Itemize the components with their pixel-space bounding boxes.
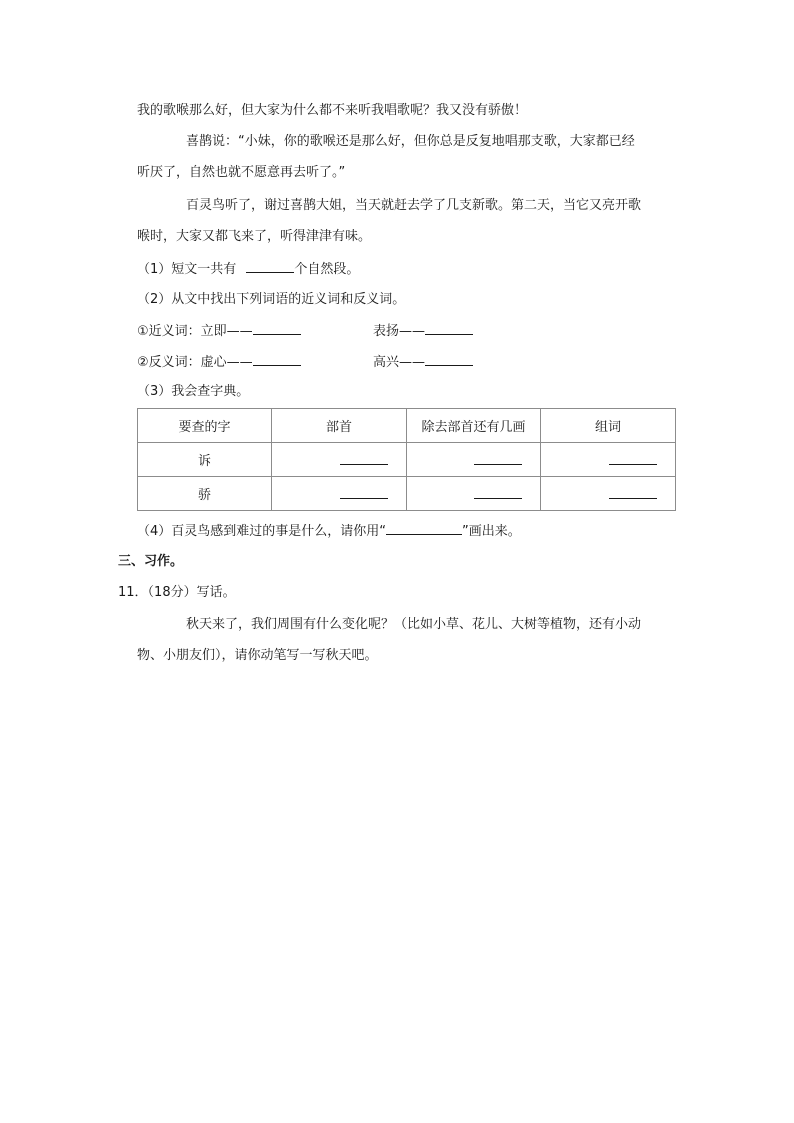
passage-line: 听厌了，自然也就不愿意再去听了。” bbox=[137, 165, 346, 180]
answer-blank[interactable] bbox=[425, 351, 473, 366]
table-cell-radical bbox=[272, 477, 407, 511]
table-cell-strokes bbox=[407, 477, 541, 511]
question-11-label: 11．（18分）写话。 bbox=[118, 585, 236, 600]
answer-blank[interactable] bbox=[253, 320, 301, 335]
answer-blank[interactable] bbox=[474, 484, 522, 499]
passage-line: 喜鹊说：“小妹，你的歌喉还是那么好，但你总是反复地唱那支歌，大家都已经 bbox=[186, 134, 635, 149]
table-header-cell: 除去部首还有几画 bbox=[407, 409, 541, 443]
table-cell-radical bbox=[272, 443, 407, 477]
antonym-row bbox=[137, 351, 301, 373]
question-2: （2）从文中找出下列词语的近义词和反义词。 bbox=[137, 292, 406, 307]
question-4-prefix: （4）百灵鸟感到难过的事是什么，请你用“ bbox=[137, 524, 387, 539]
antonym-row-2 bbox=[373, 351, 473, 373]
answer-blank[interactable] bbox=[386, 520, 462, 535]
synonym-label-1: ①近义词：立即—— bbox=[137, 324, 253, 339]
question-3: （3）我会查字典。 bbox=[137, 384, 250, 399]
answer-blank[interactable] bbox=[474, 450, 522, 465]
synonym-label-2: 表扬—— bbox=[373, 324, 426, 339]
writing-prompt-line: 物、小朋友们），请你动笔写一写秋天吧。 bbox=[137, 648, 378, 663]
table-header-cell: 部首 bbox=[272, 409, 407, 443]
table-cell-word bbox=[541, 477, 676, 511]
answer-blank[interactable] bbox=[246, 258, 294, 273]
table-row bbox=[138, 443, 676, 477]
table-header-row bbox=[138, 409, 676, 443]
writing-prompt-line: 秋天来了，我们周围有什么变化呢？（比如小草、花儿、大树等植物，还有小动 bbox=[186, 617, 642, 632]
passage-line: 百灵鸟听了，谢过喜鹊大姐，当天就赶去学了几支新歌。第二天，当它又亮开歌 bbox=[186, 198, 642, 213]
question-4-suffix: ”画出来。 bbox=[462, 524, 521, 539]
answer-blank[interactable] bbox=[340, 484, 388, 499]
question-1-prefix: （1）短文一共有 bbox=[137, 262, 237, 277]
antonym-label-1: ②反义词：虚心—— bbox=[137, 355, 253, 370]
answer-blank[interactable] bbox=[253, 351, 301, 366]
answer-blank[interactable] bbox=[340, 450, 388, 465]
antonym-label-2: 高兴—— bbox=[373, 355, 426, 370]
table-cell-char: 诉 bbox=[138, 443, 272, 477]
dictionary-table bbox=[137, 408, 676, 511]
table-cell-strokes bbox=[407, 443, 541, 477]
synonym-row bbox=[137, 320, 301, 342]
answer-blank[interactable] bbox=[609, 450, 657, 465]
table-header-cell: 组词 bbox=[541, 409, 676, 443]
table-row bbox=[138, 477, 676, 511]
answer-blank[interactable] bbox=[609, 484, 657, 499]
table-cell-char: 骄 bbox=[138, 477, 272, 511]
section-heading: 三、习作。 bbox=[118, 554, 184, 569]
passage-line: 我的歌喉那么好，但大家为什么都不来听我唱歌呢？我又没有骄傲！ bbox=[137, 103, 528, 118]
synonym-row-2 bbox=[373, 320, 473, 342]
table-header-cell: 要查的字 bbox=[138, 409, 272, 443]
question-4 bbox=[137, 520, 521, 542]
answer-blank[interactable] bbox=[425, 320, 473, 335]
question-1 bbox=[137, 258, 359, 280]
question-1-suffix: 个自然段。 bbox=[294, 262, 360, 277]
table-cell-word bbox=[541, 443, 676, 477]
passage-line: 喉时，大家又都飞来了，听得津津有味。 bbox=[137, 229, 372, 244]
